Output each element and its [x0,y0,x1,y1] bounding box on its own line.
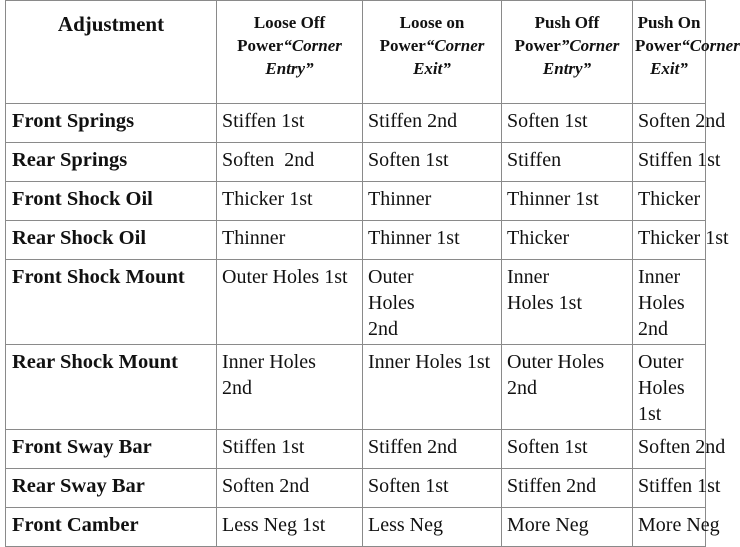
table-cell: Stiffen 1st [633,143,706,182]
table-cell: Soften 1st [363,143,502,182]
header-push-off-power: Push Off Power”Corner Entry” [502,1,633,104]
table-cell: Stiffen [502,143,633,182]
table-cell: Thicker [502,221,633,260]
table-row [6,430,706,469]
table-cell: Thicker 1st [633,221,706,260]
table-cell: Soften 2nd [217,469,363,508]
row-label: Rear Shock Oil [6,221,217,260]
table-cell: Thinner [217,221,363,260]
table-cell: Soften 1st [502,430,633,469]
table-row [6,469,706,508]
table-cell: Thinner [363,182,502,221]
table-cell: Less Neg [363,508,502,547]
header-adjustment: Adjustment [6,1,217,104]
table-cell: Outer Holes 1st [633,345,706,430]
table-cell: Outer Holes 2nd [502,345,633,430]
table-cell: Thinner 1st [502,182,633,221]
table-cell: Soften 2nd [633,430,706,469]
table-cell: Thicker [633,182,706,221]
row-label: Rear Sway Bar [6,469,217,508]
table-row [6,143,706,182]
table-row [6,182,706,221]
document-page [5,0,740,536]
table-cell: Inner Holes 1st [363,345,502,430]
row-label: Front Shock Mount [6,260,217,345]
table-cell: Soften 1st [502,104,633,143]
table-cell: More Neg [633,508,706,547]
table-cell: Soften 2nd [217,143,363,182]
table-row [6,104,706,143]
header-loose-on-power: Loose on Power“Corner Exit” [363,1,502,104]
table-row [6,221,706,260]
table-row [6,508,706,547]
table-cell: Inner Holes 2nd [633,260,706,345]
table-cell: Stiffen 2nd [363,104,502,143]
table-cell: Less Neg 1st [217,508,363,547]
row-label: Front Camber [6,508,217,547]
table-cell: Stiffen 1st [217,430,363,469]
table-cell: Inner Holes 1st [502,260,633,345]
table-cell: Stiffen 1st [217,104,363,143]
row-label: Front Sway Bar [6,430,217,469]
adjustment-table [5,0,740,547]
table-cell: Inner Holes 2nd [217,345,363,430]
table-cell: Outer Holes 2nd [363,260,502,345]
row-label: Front Springs [6,104,217,143]
table-row [6,260,706,345]
row-label: Front Shock Oil [6,182,217,221]
row-label: Rear Shock Mount [6,345,217,430]
table-cell: Thicker 1st [217,182,363,221]
row-label: Rear Springs [6,143,217,182]
table-cell: Stiffen 2nd [502,469,633,508]
table-cell: Stiffen 2nd [363,430,502,469]
table-cell: Thinner 1st [363,221,502,260]
table-cell: Soften 2nd [633,104,706,143]
header-push-on-power: Push On Power“Corner Exit” [633,1,706,104]
table-cell: Outer Holes 1st [217,260,363,345]
header-row [6,1,706,104]
table-cell: Stiffen 1st [633,469,706,508]
table-cell: More Neg [502,508,633,547]
table-cell: Soften 1st [363,469,502,508]
header-loose-off-power: Loose Off Power“Corner Entry” [217,1,363,104]
table-row [6,345,706,430]
